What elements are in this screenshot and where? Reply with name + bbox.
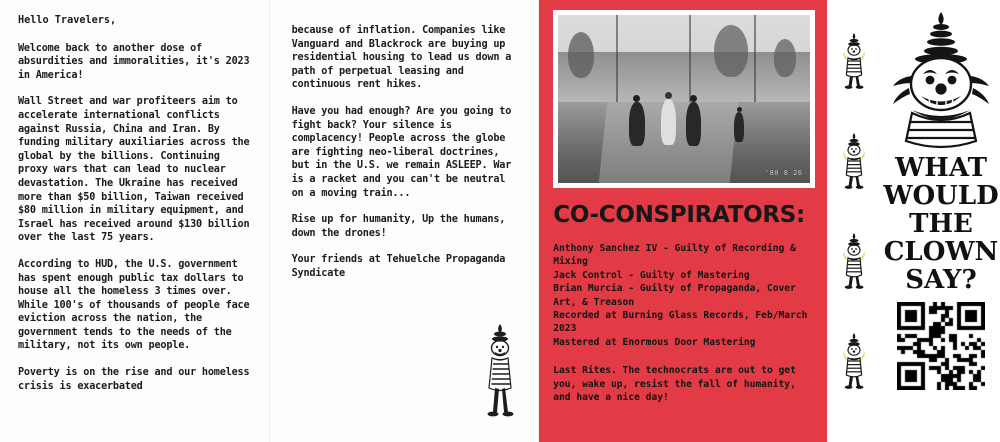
credit-item: Recorded at Burning Glass Records, Feb/March 2023 [553, 310, 808, 335]
clown-silhouette-icon [479, 322, 521, 434]
credit-item: Anthony Sanchez IV - Guilty of Recording & Mixing [553, 243, 796, 268]
greeting-line: Hello Travelers, [18, 15, 117, 26]
cover-title-line: SAY? [905, 265, 977, 295]
photo-date-stamp: '80 8 26 [764, 169, 803, 177]
paragraph: According to HUD, the U.S. government has spent enough public tax dollars to house all the homeless 3 times over. While 100's of thousands of people face eviction across the nation, the government tends to the needs of the military, not its own people. [18, 258, 250, 352]
paragraph: Wall Street and war profiteers aim to accelerate international conflicts against Russia, China and Iran. By funding military auxiliaries across the global by the billions. Continuing proxy wars that can lead to nuclear devastation. The Ukraine has received more than $50 billion, Taiwan received $80 million in military equipment, and Israel has received around $130 billion over the last 75 years. [18, 96, 250, 244]
cover-title-line: WHAT [895, 153, 987, 183]
clown-head-icon [882, 10, 1000, 152]
co-conspirators-heading: CO-CONSPIRATORS: [553, 202, 805, 228]
cover-title [882, 154, 1000, 294]
cover-title-line: THE [909, 209, 973, 239]
clown-silhouette-icon [839, 232, 869, 290]
panel-left-text [0, 0, 270, 442]
last-rites-text: Last Rites. The technocrats are out to get you, wake up, resist the fall of humanity, and have a nice day! [553, 365, 796, 404]
figure [734, 112, 744, 142]
panel-middle-text [270, 0, 540, 442]
panel-cover [882, 0, 1000, 442]
panel-clown-strip [827, 0, 882, 442]
clown-silhouette-icon [839, 332, 869, 390]
credit-item: Brian Murcia - Guilty of Propaganda, Cover Art, & Treason [553, 283, 796, 308]
cover-title-line: WOULD [883, 181, 999, 211]
qr-code[interactable] [897, 302, 985, 390]
paragraph: Have you had enough? Are you going to fight back? Your silence is complacency! People across the globe are fighting neo-liberal doctrines, but in the U.S. we remain ASLEEP. War is a racket and you can't be neutral on a moving train... [291, 105, 512, 199]
paragraph: Welcome back to another dose of absurdities and immoralities, it's 2023 in America! [18, 42, 250, 81]
panel-red-credits [539, 0, 826, 442]
signature: Your friends at Tehuelche Propaganda Syndicate [291, 254, 506, 279]
cover-title-line: CLOWN [883, 237, 999, 267]
photo-walking-figures [558, 15, 809, 183]
credit-item: Jack Control - Guilty of Mastering [553, 269, 750, 281]
photo-frame [553, 10, 814, 188]
clown-silhouette-icon [839, 32, 869, 90]
figure [629, 102, 645, 146]
paragraph: Rise up for humanity, Up the humans, down the drones! [291, 214, 506, 239]
figure [686, 102, 701, 146]
clown-silhouette-icon [839, 132, 869, 190]
figure [661, 99, 676, 145]
paragraph: because of inflation. Companies like Vanguard and Blackrock are buying up residential housing to lead us down a path of perpetual leasing and continuous rent hikes. [291, 25, 512, 91]
credit-item: Mastered at Enormous Door Mastering [553, 336, 756, 348]
paragraph: Poverty is on the rise and our homeless crisis is exacerbated [18, 367, 250, 392]
credits-list [553, 242, 814, 349]
